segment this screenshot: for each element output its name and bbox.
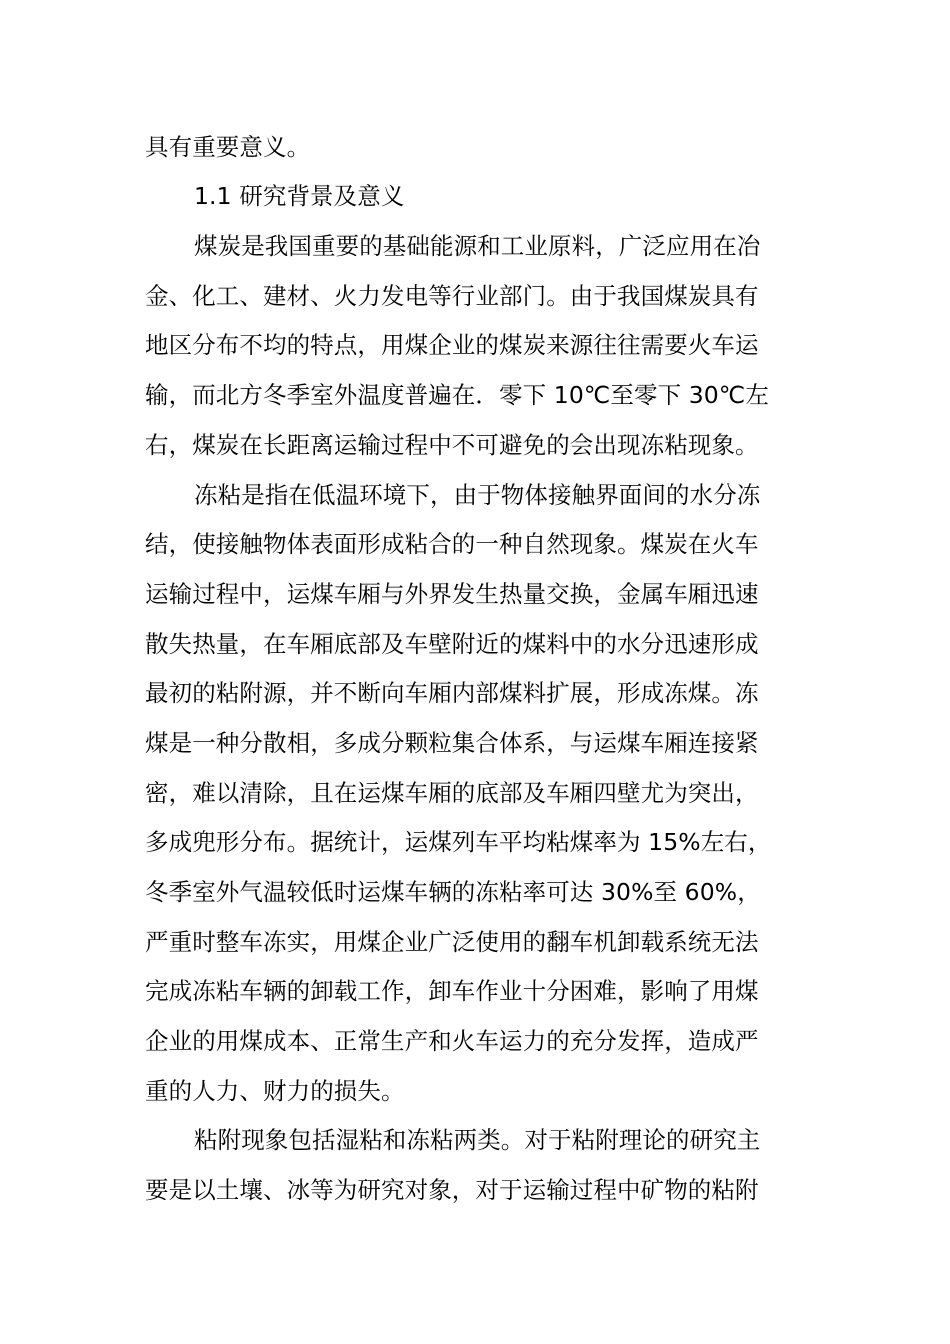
text-line: 具有重要意义。 (145, 133, 311, 161)
text-line: 冬季室外气温较低时运煤车辆的冻粘率可达 30%至 60%， (145, 878, 761, 906)
text-line: 粘附现象包括湿粘和冻粘两类。对于粘附理论的研究主 (194, 1126, 761, 1154)
text-line: 金、化工、建材、火力发电等行业部门。由于我国煤炭具有 (145, 282, 759, 310)
text-line: 煤炭是我国重要的基础能源和工业原料，广泛应用在冶 (194, 232, 761, 260)
text-line: 右，煤炭在长距离运输过程中不可避免的会出现冻粘现象。 (145, 431, 759, 459)
text-line: 冻粘是指在低温环境下，由于物体接触界面间的水分冻 (194, 481, 761, 509)
section-heading: 1.1 研究背景及意义 (194, 182, 405, 210)
text-line: 完成冻粘车辆的卸载工作，卸车作业十分困难，影响了用煤 (145, 977, 759, 1005)
text-line: 最初的粘附源，并不断向车厢内部煤料扩展，形成冻煤。冻 (145, 679, 759, 707)
text-line: 地区分布不均的特点，用煤企业的煤炭来源往往需要火车运 (145, 331, 759, 359)
text-line: 运输过程中，运煤车厢与外界发生热量交换，金属车厢迅速 (145, 580, 759, 608)
text-line: 散失热量，在车厢底部及车壁附近的煤料中的水分迅速形成 (145, 630, 759, 658)
text-line: 多成兜形分布。据统计，运煤列车平均粘煤率为 15%左右， (145, 828, 772, 856)
text-line: 输，而北方冬季室外温度普遍在．零下 10℃至零下 30℃左 (145, 381, 769, 409)
text-line: 密，难以清除，且在运煤车厢的底部及车厢四壁尤为突出， (145, 779, 759, 807)
text-line: 要是以土壤、冰等为研究对象，对于运输过程中矿物的粘附 (145, 1176, 759, 1204)
text-line: 煤是一种分散相，多成分颗粒集合体系，与运煤车厢连接紧 (145, 729, 759, 757)
text-line: 严重时整车冻实，用煤企业广泛使用的翻车机卸载系统无法 (145, 928, 759, 956)
text-line: 企业的用煤成本、正常生产和火车运力的充分发挥，造成严 (145, 1027, 759, 1055)
text-line: 结，使接触物体表面形成粘合的一种自然现象。煤炭在火车 (145, 530, 759, 558)
text-line: 重的人力、财力的损失。 (145, 1077, 405, 1105)
